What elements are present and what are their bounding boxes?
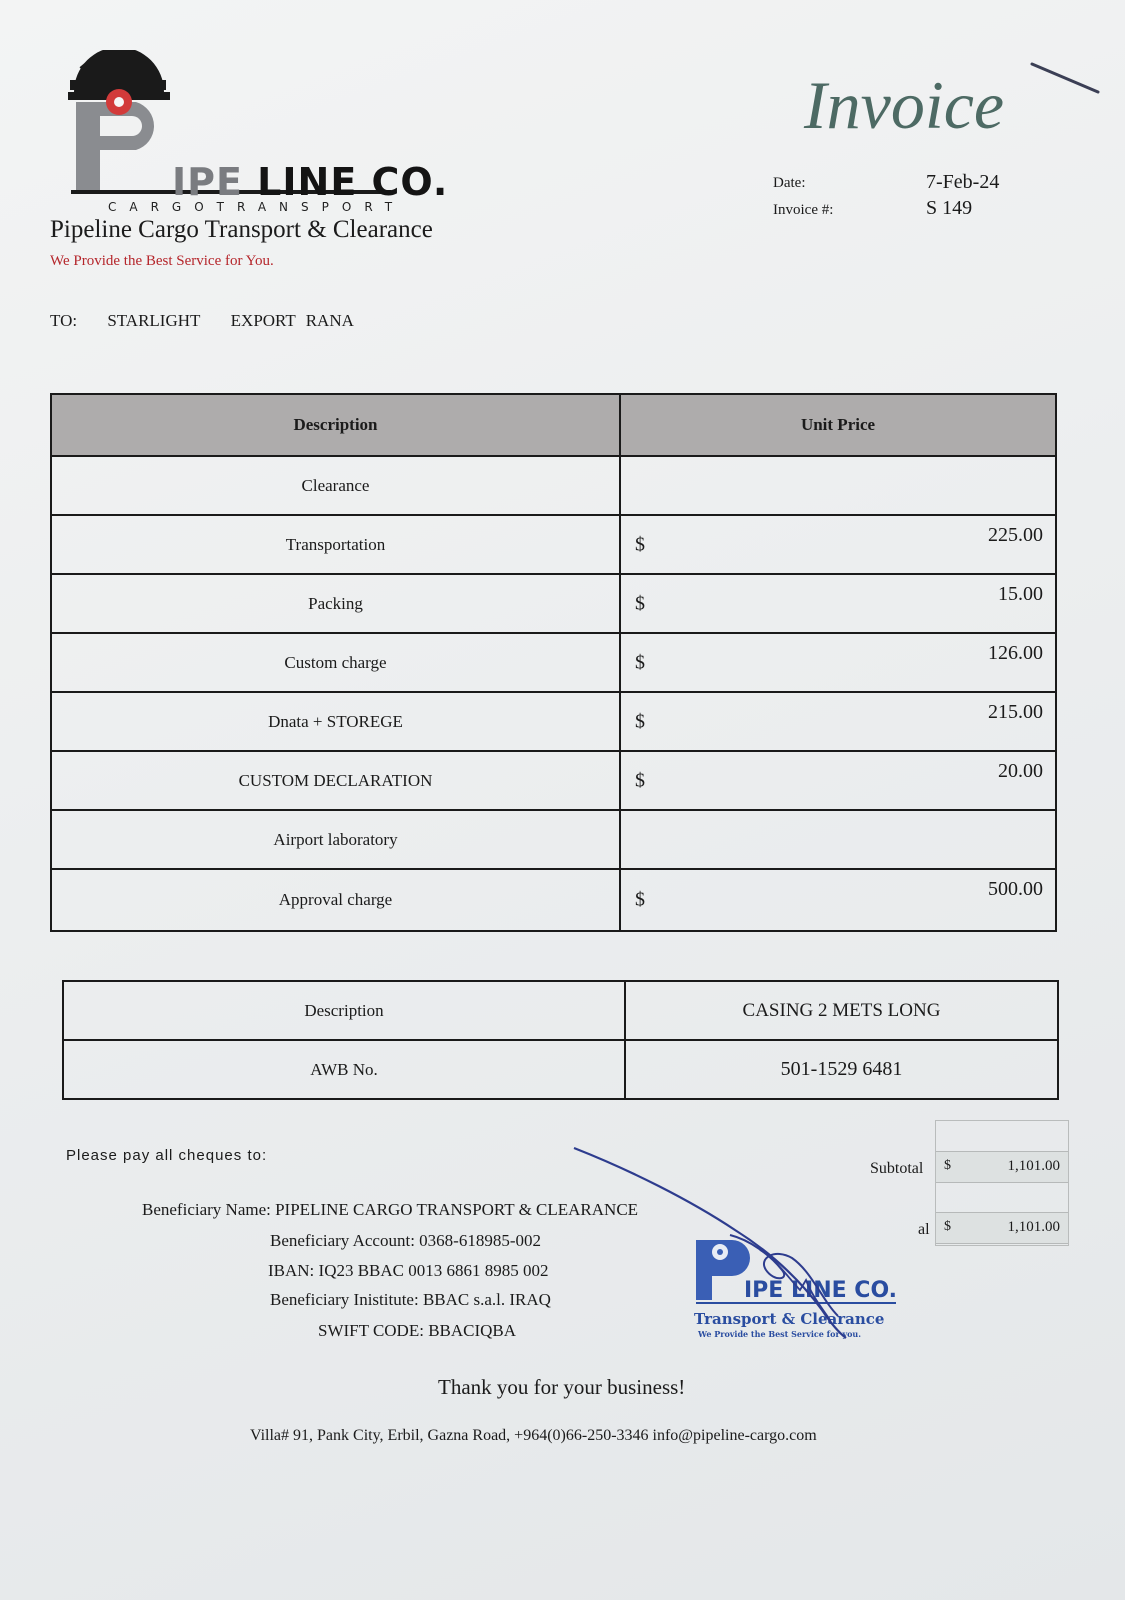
item-description: Dnata + STOREGE xyxy=(51,692,620,751)
item-currency: $ xyxy=(635,651,645,673)
item-currency: $ xyxy=(635,888,645,911)
total-currency: $ xyxy=(944,1219,951,1234)
item-price xyxy=(620,574,1056,633)
recipient-label: TO: xyxy=(50,311,78,330)
total-label: al xyxy=(918,1221,930,1238)
item-price xyxy=(620,456,1056,515)
subtotal-label: Subtotal xyxy=(870,1160,924,1177)
iban: IBAN: IQ23 BBAC 0013 6861 8985 002 xyxy=(268,1261,549,1280)
item-currency: $ xyxy=(635,533,645,555)
item-price xyxy=(620,515,1056,574)
column-header-unit-price: Unit Price xyxy=(620,394,1056,456)
item-price xyxy=(620,751,1056,810)
table-row xyxy=(51,456,1056,515)
table-row xyxy=(51,515,1056,574)
table-row xyxy=(51,869,1056,931)
table-row xyxy=(51,633,1056,692)
payment-heading: Please pay all cheques to: xyxy=(66,1147,268,1164)
thank-you-message: Thank you for your business! xyxy=(438,1375,686,1399)
awb-label: AWB No. xyxy=(63,1040,625,1099)
recipient-name-2: EXPORT xyxy=(230,311,296,330)
recipient-name-1: STARLIGHT xyxy=(107,311,201,330)
stamp-line-2: We Provide the Best Service for you. xyxy=(698,1329,862,1339)
shipment-description-value: CASING 2 METS LONG xyxy=(625,981,1058,1040)
table-row xyxy=(51,574,1056,633)
table-row xyxy=(51,692,1056,751)
item-price xyxy=(620,633,1056,692)
item-amount: 20.00 xyxy=(998,760,1043,782)
shipment-table xyxy=(62,980,1059,1100)
pen-mark-icon xyxy=(1030,60,1102,96)
company-address: Villa# 91, Pank City, Erbil, Gazna Road, +964(0)66-250-3346 info@pipeline-cargo.com xyxy=(250,1427,817,1444)
subtotal-value: 1,101.00 xyxy=(1007,1158,1060,1174)
item-currency: $ xyxy=(635,769,645,791)
table-row xyxy=(63,1040,1058,1099)
stamp-name: IPE LINE CO. xyxy=(744,1278,898,1303)
signature-icon xyxy=(560,1140,920,1340)
logo-name: IPE LINE CO. xyxy=(172,160,449,204)
table-row xyxy=(51,751,1056,810)
recipient-line xyxy=(50,311,354,331)
date-label: Date: xyxy=(773,175,806,191)
item-description: Packing xyxy=(51,574,620,633)
item-price xyxy=(620,810,1056,869)
awb-value: 501-1529 6481 xyxy=(625,1040,1058,1099)
item-description: CUSTOM DECLARATION xyxy=(51,751,620,810)
invoice-number-value: S 149 xyxy=(926,197,973,219)
item-amount: 500.00 xyxy=(988,878,1043,900)
company-logo xyxy=(66,50,449,225)
invoice-title: Invoice xyxy=(804,67,1005,143)
shipment-description-label: Description xyxy=(63,981,625,1040)
total-row xyxy=(936,1212,1068,1244)
item-price xyxy=(620,869,1056,931)
recipient-name-3: RANA xyxy=(305,311,354,330)
totals-box xyxy=(935,1120,1069,1246)
beneficiary-institute: Beneficiary Inistitute: BBAC s.a.l. IRAQ xyxy=(270,1290,551,1309)
item-amount: 225.00 xyxy=(988,524,1043,546)
beneficiary-name: Beneficiary Name: PIPELINE CARGO TRANSPORT & CLEARANCE xyxy=(142,1200,639,1219)
item-amount: 215.00 xyxy=(988,701,1043,723)
item-description: Transportation xyxy=(51,515,620,574)
item-amount: 15.00 xyxy=(998,583,1043,605)
beneficiary-account: Beneficiary Account: 0368-618985-002 xyxy=(270,1231,541,1250)
company-tagline: We Provide the Best Service for You. xyxy=(50,253,274,269)
item-amount: 126.00 xyxy=(988,642,1043,664)
total-value: 1,101.00 xyxy=(1007,1219,1060,1235)
date-value: 7-Feb-24 xyxy=(926,171,1000,193)
item-currency: $ xyxy=(635,592,645,614)
invoice-number-label: Invoice #: xyxy=(773,202,834,218)
stamp-line-1: Transport & Clearance xyxy=(694,1310,885,1328)
item-price xyxy=(620,692,1056,751)
column-header-description: Description xyxy=(51,394,620,456)
company-name: Pipeline Cargo Transport & Clearance xyxy=(50,216,433,243)
subtotal-currency: $ xyxy=(944,1158,951,1173)
charges-table xyxy=(50,393,1057,932)
item-currency: $ xyxy=(635,710,645,732)
item-description: Approval charge xyxy=(51,869,620,931)
item-description: Airport laboratory xyxy=(51,810,620,869)
logo-subtitle: CARGOTRANSPORT xyxy=(108,200,406,214)
table-row xyxy=(51,810,1056,869)
item-description: Custom charge xyxy=(51,633,620,692)
table-row xyxy=(63,981,1058,1040)
item-description: Clearance xyxy=(51,456,620,515)
swift-code: SWIFT CODE: BBACIQBA xyxy=(318,1321,517,1340)
subtotal-row xyxy=(936,1151,1068,1183)
